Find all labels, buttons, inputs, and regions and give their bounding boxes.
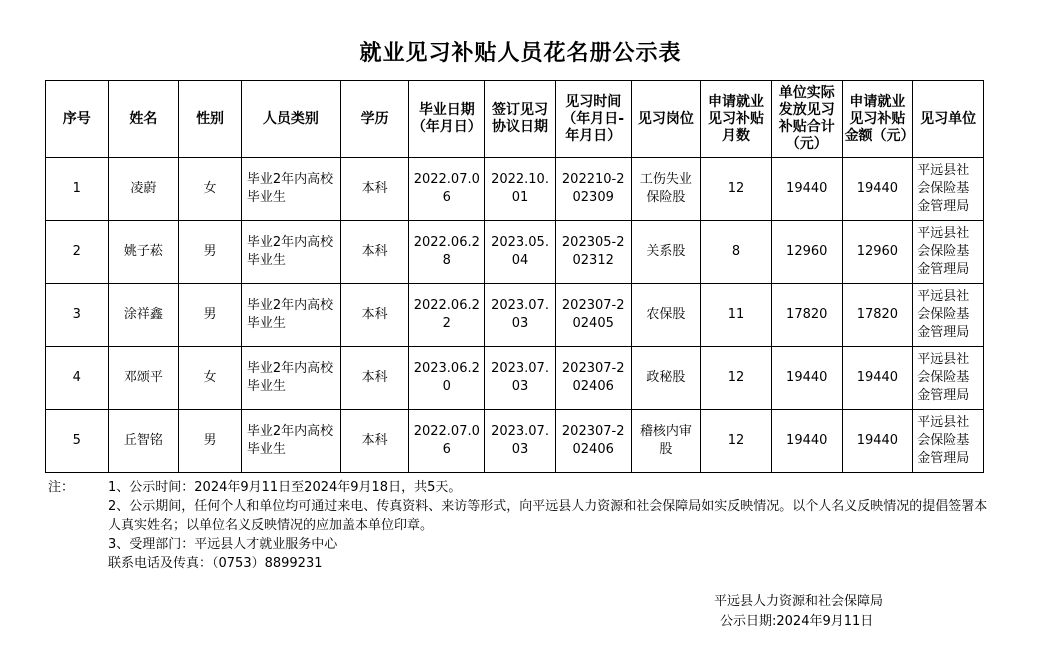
footer-signature — [714, 592, 883, 632]
cell-graduation-date: 2023.06.20 — [409, 347, 485, 410]
cell-agreement-date: 2022.10.01 — [485, 158, 556, 221]
cell-actual-subsidy: 19440 — [771, 347, 842, 410]
cell-gender: 女 — [179, 347, 242, 410]
cell-education: 本科 — [340, 347, 409, 410]
cell-internship-period: 202307-202405 — [555, 284, 631, 347]
cell-name: 丘智铭 — [108, 410, 179, 473]
cell-internship-period: 202307-202406 — [555, 410, 631, 473]
cell-graduation-date: 2022.06.22 — [409, 284, 485, 347]
cell-category: 毕业2年内高校毕业生 — [241, 221, 340, 284]
cell-employer: 平远县社会保险基金管理局 — [913, 284, 984, 347]
cell-agreement-date: 2023.07.03 — [485, 284, 556, 347]
header-row — [46, 81, 984, 158]
cell-internship-period: 202210-202309 — [555, 158, 631, 221]
note-item: 2、公示期间，任何个人和单位均可通过来电、传真资料、来访等形式，向平远县人力资源和社会保障局如实反映情况。以个人名义反映情况的提倡签署本人真实姓名；以单位名义反映情况的应加盖本单位印章。 — [108, 499, 988, 533]
cell-name: 邓颂平 — [108, 347, 179, 410]
cell-actual-subsidy: 19440 — [771, 158, 842, 221]
cell-position: 工伤失业保险股 — [631, 158, 701, 221]
table-row — [46, 158, 984, 221]
cell-employer: 平远县社会保险基金管理局 — [913, 158, 984, 221]
roster-table — [45, 80, 984, 473]
cell-internship-period: 202307-202406 — [555, 347, 631, 410]
cell-education: 本科 — [340, 410, 409, 473]
column-header-employer: 见习单位 — [913, 81, 984, 158]
note-item: 1、公示时间：2024年9月11日至2024年9月18日，共5天。 — [108, 480, 462, 495]
column-header-gender: 性别 — [179, 81, 242, 158]
cell-category: 毕业2年内高校毕业生 — [241, 410, 340, 473]
cell-employer: 平远县社会保险基金管理局 — [913, 347, 984, 410]
cell-graduation-date: 2022.07.06 — [409, 158, 485, 221]
cell-name: 姚子菘 — [108, 221, 179, 284]
notes-section — [48, 478, 988, 573]
cell-subsidy-months: 8 — [701, 221, 772, 284]
cell-subsidy-months: 12 — [701, 347, 772, 410]
cell-gender: 男 — [179, 221, 242, 284]
column-header-education: 学历 — [340, 81, 409, 158]
cell-agreement-date: 2023.05.04 — [485, 221, 556, 284]
notes-label: 注： — [48, 480, 75, 495]
cell-index: 1 — [46, 158, 109, 221]
column-header-agreement-date: 签订见习协议日期 — [485, 81, 556, 158]
column-header-actual-subsidy: 单位实际发放见习补贴合计（元） — [771, 81, 842, 158]
column-header-position: 见习岗位 — [631, 81, 701, 158]
cell-gender: 男 — [179, 284, 242, 347]
cell-subsidy-amount: 19440 — [842, 347, 913, 410]
cell-subsidy-months: 12 — [701, 158, 772, 221]
cell-index: 3 — [46, 284, 109, 347]
column-header-name: 姓名 — [108, 81, 179, 158]
cell-subsidy-amount: 19440 — [842, 158, 913, 221]
cell-subsidy-amount: 19440 — [842, 410, 913, 473]
cell-category: 毕业2年内高校毕业生 — [241, 347, 340, 410]
cell-position: 稽核内审股 — [631, 410, 701, 473]
issuing-organization: 平远县人力资源和社会保障局 — [714, 594, 884, 609]
cell-category: 毕业2年内高校毕业生 — [241, 284, 340, 347]
cell-gender: 男 — [179, 410, 242, 473]
cell-graduation-date: 2022.06.28 — [409, 221, 485, 284]
cell-graduation-date: 2022.07.06 — [409, 410, 485, 473]
cell-index: 5 — [46, 410, 109, 473]
table-row — [46, 347, 984, 410]
cell-actual-subsidy: 17820 — [771, 284, 842, 347]
cell-education: 本科 — [340, 284, 409, 347]
cell-index: 4 — [46, 347, 109, 410]
page-title: 就业见习补贴人员花名册公示表 — [359, 40, 682, 66]
cell-subsidy-amount: 17820 — [842, 284, 913, 347]
column-header-subsidy-amount: 申请就业见习补贴金额（元） — [842, 81, 913, 158]
cell-position: 关系股 — [631, 221, 701, 284]
cell-agreement-date: 2023.07.03 — [485, 410, 556, 473]
table-row — [46, 221, 984, 284]
cell-position: 政秘股 — [631, 347, 701, 410]
publication-date: 公示日期:2024年9月11日 — [720, 614, 874, 629]
cell-gender: 女 — [179, 158, 242, 221]
cell-agreement-date: 2023.07.03 — [485, 347, 556, 410]
cell-position: 农保股 — [631, 284, 701, 347]
table-row — [46, 284, 984, 347]
cell-education: 本科 — [340, 158, 409, 221]
column-header-index: 序号 — [46, 81, 109, 158]
cell-index: 2 — [46, 221, 109, 284]
column-header-category: 人员类别 — [241, 81, 340, 158]
cell-subsidy-months: 12 — [701, 410, 772, 473]
cell-subsidy-amount: 12960 — [842, 221, 913, 284]
table-row — [46, 410, 984, 473]
cell-subsidy-months: 11 — [701, 284, 772, 347]
cell-name: 凌蔚 — [108, 158, 179, 221]
cell-education: 本科 — [340, 221, 409, 284]
column-header-internship-period: 见习时间（年月日-年月日） — [555, 81, 631, 158]
cell-name: 涂祥鑫 — [108, 284, 179, 347]
cell-actual-subsidy: 19440 — [771, 410, 842, 473]
contact-line: 联系电话及传真：（0753）8899231 — [108, 556, 323, 571]
cell-employer: 平远县社会保险基金管理局 — [913, 221, 984, 284]
cell-internship-period: 202305-202312 — [555, 221, 631, 284]
cell-actual-subsidy: 12960 — [771, 221, 842, 284]
cell-employer: 平远县社会保险基金管理局 — [913, 410, 984, 473]
note-item: 3、受理部门：平远县人才就业服务中心 — [108, 537, 338, 552]
cell-category: 毕业2年内高校毕业生 — [241, 158, 340, 221]
column-header-subsidy-months: 申请就业见习补贴月数 — [701, 81, 772, 158]
column-header-graduation-date: 毕业日期（年月日） — [409, 81, 485, 158]
